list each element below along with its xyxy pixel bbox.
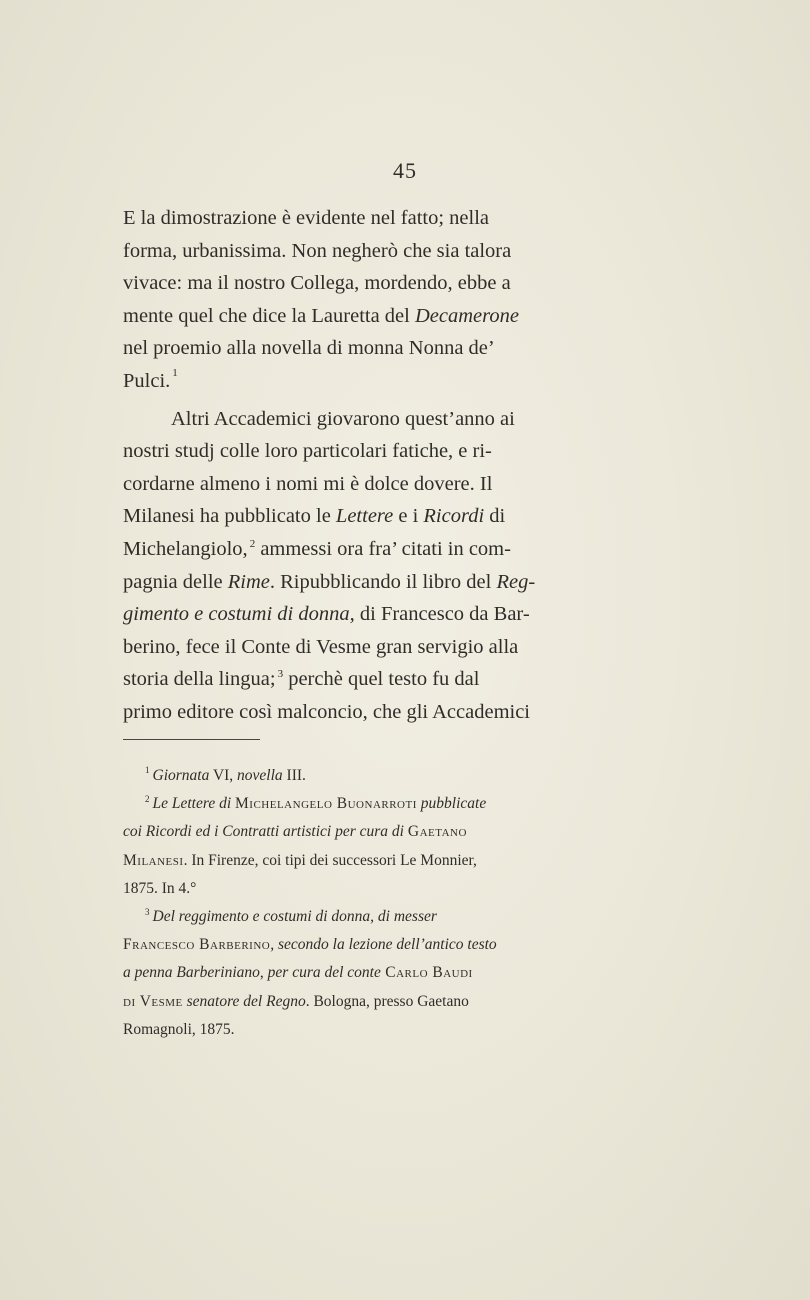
text-span: mente quel che dice la Lauretta del	[123, 304, 415, 327]
footnote-line	[123, 903, 615, 931]
text-line	[123, 468, 615, 501]
text-line	[123, 365, 615, 398]
text-span: E la dimostrazione è evidente nel fatto; nella	[123, 207, 490, 229]
text-line	[123, 566, 615, 599]
text-span: Carlo Baudi	[380, 964, 473, 982]
text-span: nel proemio alla novella di monna Nonna de’	[123, 337, 495, 360]
text-span: , secondo la lezione dell’antico testo	[270, 936, 497, 954]
text-span: . In Firenze, coi tipi dei successori Le Monnier,	[183, 851, 477, 869]
main-text	[123, 202, 615, 729]
text-span: . Bologna, presso Gaetano	[305, 992, 469, 1010]
text-span	[123, 988, 469, 1016]
text-line	[123, 435, 615, 468]
text-span: Milanesi ha pubblicato le	[123, 505, 336, 528]
footnote-mark: 2	[145, 794, 150, 805]
text-span: . Ripubblicando il libro del	[269, 570, 497, 593]
text-span	[123, 533, 511, 566]
text-span: vivace: ma il nostro Collega, mordendo, ebbe a	[123, 272, 511, 295]
text-line	[123, 332, 615, 365]
text-span: Michelangiolo,	[123, 537, 248, 560]
text-span: Michelangelo Buonarroti	[235, 795, 417, 813]
text-span: Romagnoli, 1875.	[123, 1020, 235, 1038]
text-span	[123, 959, 473, 987]
text-line	[123, 235, 615, 268]
text-line	[123, 533, 615, 566]
text-span	[123, 566, 535, 599]
italic-title: gimento e costumi di donna,	[123, 603, 355, 626]
text-span: storia della lingua;	[123, 668, 276, 691]
footnote-line	[123, 1016, 615, 1044]
text-span	[123, 300, 519, 333]
text-span: 1875. In 4.°	[123, 879, 197, 897]
text-span: Francesco Barberino	[123, 936, 271, 954]
footnote-divider	[123, 739, 260, 740]
text-span	[145, 790, 486, 818]
italic-title: Lettere	[335, 505, 394, 528]
text-span	[123, 931, 497, 959]
text-line	[123, 300, 615, 333]
text-span: a penna Barberiniano	[123, 964, 260, 982]
text-span	[123, 818, 467, 846]
text-span: Altri Accademici giovarono quest’anno ai	[171, 407, 515, 430]
footnote-line	[123, 818, 615, 846]
text-span: per cura del conte	[267, 964, 381, 982]
italic-title: Ricordi	[423, 505, 485, 528]
italic-title: Decamerone	[414, 304, 519, 327]
footnote-ref: 3	[277, 668, 284, 681]
text-span: senatore del Regno	[182, 992, 306, 1010]
text-span: di Vesme	[123, 992, 183, 1010]
text-span: di Francesco da Bar-	[354, 603, 530, 626]
text-line	[123, 500, 615, 533]
text-span: Gaetano	[407, 823, 467, 841]
text-span: ammessi ora fra’ citati in com-	[255, 537, 511, 560]
footnotes	[123, 762, 615, 1044]
footnote-line	[123, 931, 615, 959]
italic-title: Rime	[227, 570, 270, 593]
text-line	[123, 267, 615, 300]
footnote-line	[123, 875, 615, 903]
italic-title: Reg-	[496, 570, 536, 593]
footnote-ref: 2	[249, 537, 256, 550]
text-span: III.	[282, 767, 306, 784]
text-span: Le Lettere di	[152, 795, 236, 813]
text-span: ,	[259, 964, 268, 982]
text-span: Pulci.	[123, 369, 171, 392]
footnote-line	[123, 847, 615, 875]
text-span: pagnia delle	[123, 570, 228, 593]
text-line	[123, 696, 615, 729]
text-span	[123, 663, 479, 696]
text-span: primo editore così malconcio, che gli Accademici	[123, 700, 531, 723]
text-span: Milanesi	[123, 851, 184, 869]
text-span: novella	[237, 767, 283, 784]
footnote-line	[123, 959, 615, 987]
text-span: VI,	[209, 767, 238, 784]
text-line	[123, 202, 615, 235]
text-line	[123, 663, 615, 696]
text-line	[123, 598, 615, 631]
text-span: Del reggimento e costumi di donna, di messer	[152, 907, 437, 925]
text-span: e i	[393, 505, 424, 528]
footnote-mark: 3	[145, 906, 150, 917]
text-span: coi Ricordi ed i Contratti artistici per cura di	[123, 823, 408, 841]
footnote-mark: 1	[145, 765, 150, 775]
text-span	[123, 847, 477, 875]
footnote-line	[123, 790, 615, 818]
text-span	[123, 500, 505, 533]
text-line	[123, 403, 615, 436]
text-span: pubblicate	[416, 795, 487, 813]
text-line	[123, 631, 615, 664]
footnote-ref: 1	[172, 366, 178, 379]
text-span: di	[484, 505, 506, 528]
text-span: nostri studj colle loro particolari fatiche, e ri-	[123, 440, 492, 463]
text-span: cordarne almeno i nomi mi è dolce dovere. Il	[123, 472, 493, 495]
page-number: 45	[393, 158, 417, 183]
text-span	[123, 598, 530, 631]
footnote-line	[123, 988, 615, 1016]
footnote-line	[123, 762, 615, 790]
text-span: forma, urbanissima. Non negherò che sia talora	[123, 239, 512, 262]
text-span: perchè quel testo fu dal	[283, 668, 480, 691]
text-span: berino, fece il Conte di Vesme gran servigio alla	[123, 635, 519, 658]
text-span	[145, 903, 437, 931]
text-span: Giornata	[152, 767, 210, 784]
